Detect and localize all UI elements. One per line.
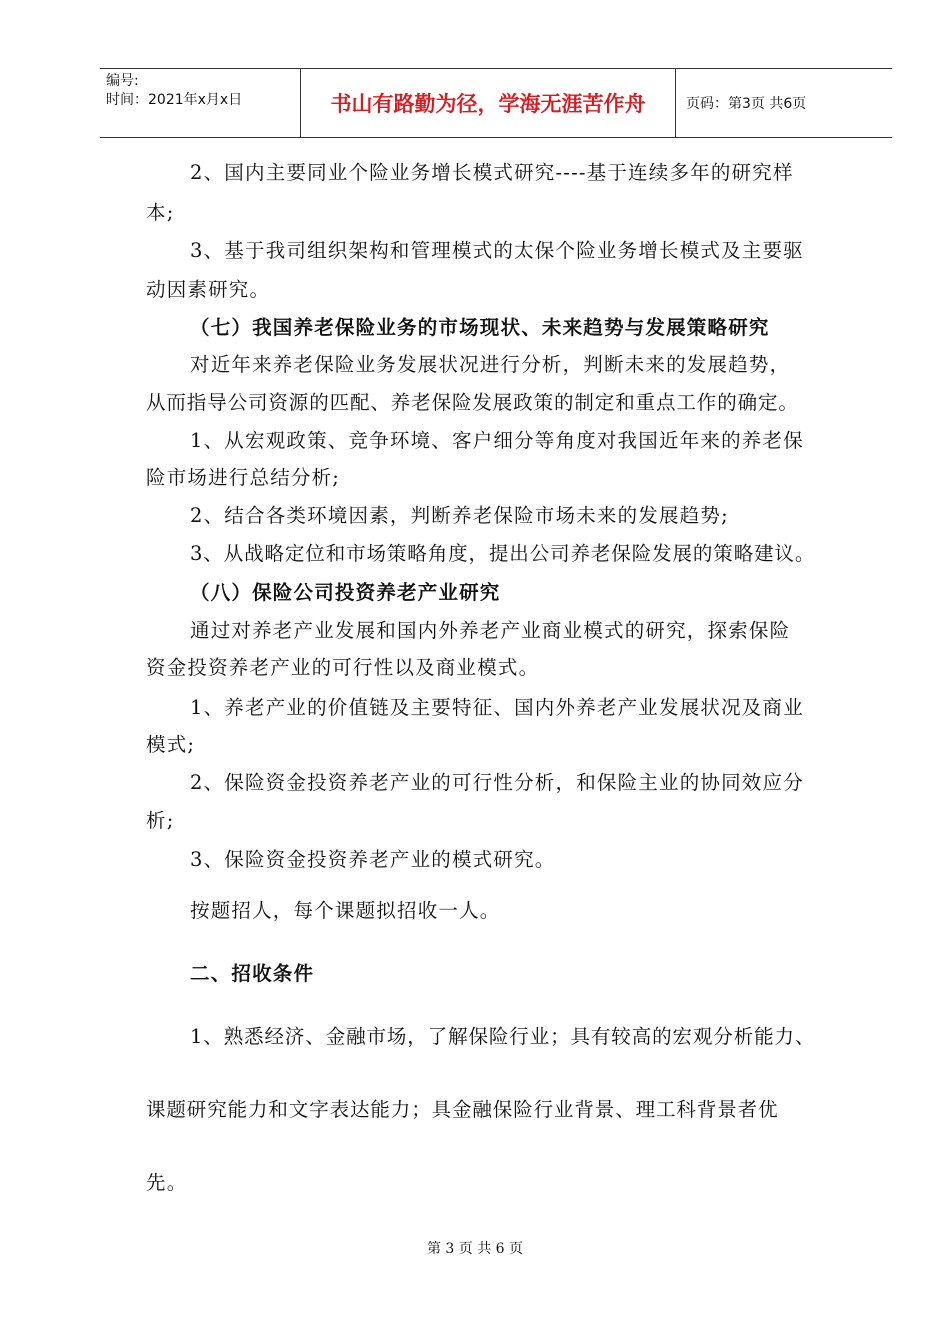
paragraph-line: 课题研究能力和文字表达能力；具金融保险行业背景、理工科背景者优 xyxy=(146,1098,779,1121)
paragraph-line: 2、保险资金投资养老产业的可行性分析，和保险主业的协同效应分 xyxy=(190,771,804,794)
number-label: 编号: xyxy=(106,73,139,89)
paragraph-line: 先。 xyxy=(146,1171,188,1194)
section-heading: （七）我国养老保险业务的市场现状、未来趋势与发展策略研究 xyxy=(190,316,770,339)
paragraph-line: 模式; xyxy=(146,733,196,756)
header-page-code: 页码：第3页 共6页 xyxy=(686,96,807,112)
paragraph-line: 对近年来养老保险业务发展状况进行分析，判断未来的发展趋势， xyxy=(190,353,791,376)
paragraph-line: 通过对养老产业发展和国内外养老产业商业模式的研究，探索保险 xyxy=(190,619,791,642)
page-header xyxy=(100,68,892,138)
header-meta-cell xyxy=(100,69,301,137)
paragraph-line: 1、从宏观政策、竞争环境、客户细分等角度对我国近年来的养老保 xyxy=(190,429,804,452)
paragraph-line: 从而指导公司资源的匹配、养老保险发展政策的制定和重点工作的确定。 xyxy=(146,391,799,414)
paragraph-line: 动因素研究。 xyxy=(146,278,271,301)
paragraph-line: 1、养老产业的价值链及主要特征、国内外养老产业发展状况及商业 xyxy=(190,696,804,719)
paragraph-line: 1、熟悉经济、金融市场，了解保险行业；具有较高的宏观分析能力、 xyxy=(190,1025,816,1048)
paragraph-line: 按题招人，每个课题拟招收一人。 xyxy=(190,899,501,922)
paragraph-line: 析; xyxy=(146,809,175,832)
paragraph-line: 3、从战略定位和市场策略角度，提出公司养老保险发展的策略建议。 xyxy=(190,542,816,565)
paragraph-line: 本; xyxy=(146,201,175,224)
paragraph-line: 资金投资养老产业的可行性以及商业模式。 xyxy=(146,656,540,679)
section-heading: 二、招收条件 xyxy=(190,962,315,985)
page-footer: 第 3 页 共 6 页 xyxy=(426,1241,524,1257)
paragraph-line: 险市场进行总结分析; xyxy=(146,466,341,489)
paragraph-line: 2、国内主要同业个险业务增长模式研究----基于连续多年的研究样 xyxy=(190,161,794,184)
paragraph-line: 2、结合各类环境因素，判断养老保险市场未来的发展趋势; xyxy=(190,504,729,527)
paragraph-line: 3、基于我司组织架构和管理模式的太保个险业务增长模式及主要驱 xyxy=(190,239,804,262)
time-label: 时间：2021年x月x日 xyxy=(106,92,243,108)
section-heading: （八）保险公司投资养老产业研究 xyxy=(190,581,501,604)
header-motto: 书山有路勤为径，学海无涯苦作舟 xyxy=(301,69,676,137)
paragraph-line: 3、保险资金投资养老产业的模式研究。 xyxy=(190,848,556,871)
